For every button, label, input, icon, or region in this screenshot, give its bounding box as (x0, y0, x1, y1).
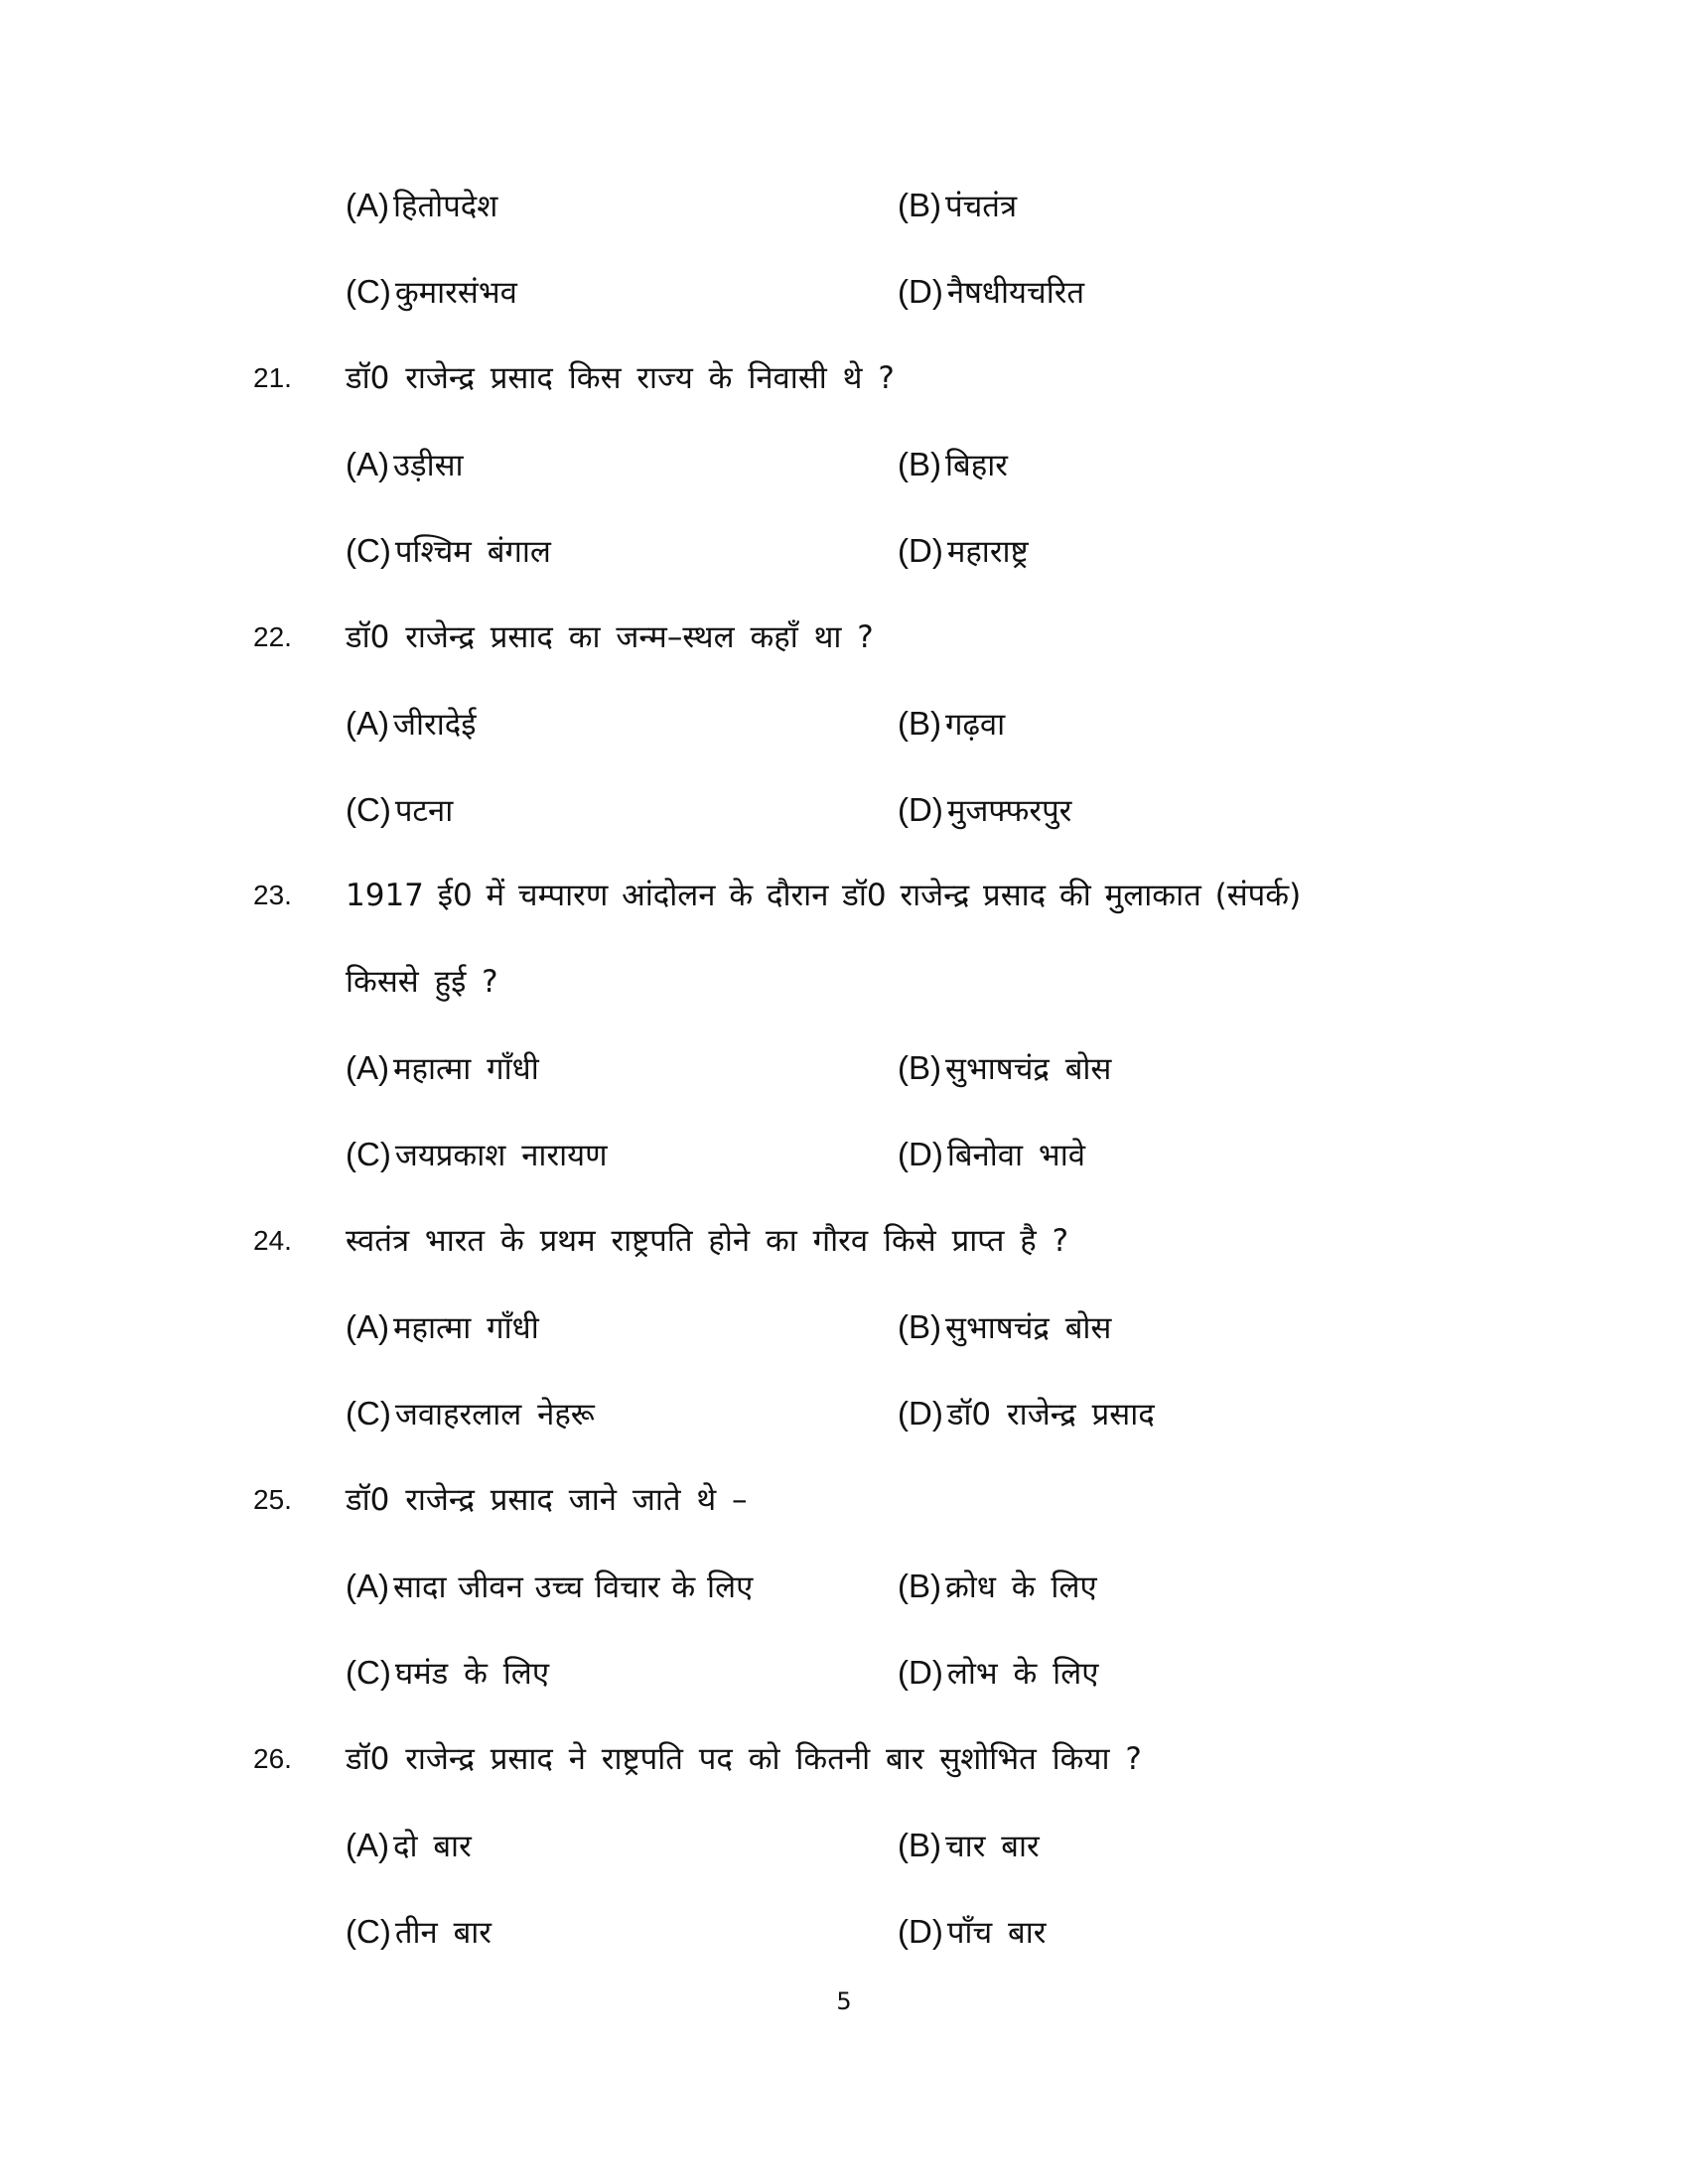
q25-options-ab (0, 1557, 1688, 1616)
q21-options-cd (0, 521, 1688, 581)
question-number: 24. (253, 1225, 292, 1256)
question-24 (0, 1211, 1688, 1271)
question-number: 21. (253, 362, 292, 393)
question-number: 22. (253, 621, 292, 652)
option-a: (A) सादा जीवन उच्च विचार के लिए (346, 1568, 754, 1605)
option-a: (A) महात्मा गाँधी (346, 1049, 539, 1087)
question-21 (0, 348, 1688, 408)
option-a: (A) जीरादेई (346, 705, 477, 743)
q24-options-ab (0, 1297, 1688, 1357)
question-text: स्वतंत्र भारत के प्रथम राष्ट्रपति होने का गौरव किसे प्राप्त है ? (346, 1223, 1069, 1259)
option-c: (C) जयप्रकाश नारायण (346, 1136, 608, 1173)
option-b: (B) गढ़वा (898, 705, 1006, 743)
option-a: (A) हितोपदेश (346, 187, 498, 224)
option-a: (A) दो बार (346, 1827, 472, 1864)
question-text: डॉ0 राजेन्द्र प्रसाद ने राष्ट्रपति पद को कितनी बार सुशोभित किया ? (346, 1741, 1142, 1777)
option-d: (D) लोभ के लिए (898, 1654, 1099, 1692)
option-d: (D) बिनोवा भावे (898, 1136, 1085, 1173)
q22-options-cd (0, 780, 1688, 840)
option-c: (C) कुमारसंभव (346, 273, 517, 311)
q26-options-cd (0, 1902, 1688, 1962)
option-b: (B) बिहार (898, 446, 1008, 483)
option-b: (B) सुभाषचंद्र बोस (898, 1049, 1112, 1087)
option-c: (C) घमंड के लिए (346, 1654, 549, 1692)
option-d: (D) डॉ0 राजेन्द्र प्रसाद (898, 1395, 1155, 1433)
question-number: 26. (253, 1743, 292, 1774)
question-number: 23. (253, 880, 292, 910)
option-b: (B) क्रोध के लिए (898, 1568, 1097, 1605)
q23-options-ab (0, 1038, 1688, 1098)
option-b: (B) चार बार (898, 1827, 1040, 1864)
option-d: (D) मुजफ्फरपुर (898, 791, 1072, 829)
question-text: डॉ0 राजेन्द्र प्रसाद का जन्म–स्थल कहाँ था ? (346, 619, 874, 655)
question-number: 25. (253, 1484, 292, 1515)
q21-options-ab (0, 435, 1688, 494)
option-a: (A) महात्मा गाँधी (346, 1308, 539, 1346)
question-text-continued: किससे हुई ? (346, 964, 498, 1000)
option-d: (D) महाराष्ट्र (898, 532, 1029, 570)
question-22 (0, 608, 1688, 667)
question-25 (0, 1470, 1688, 1530)
q25-options-cd (0, 1643, 1688, 1703)
option-c: (C) तीन बार (346, 1913, 492, 1951)
q26-options-ab (0, 1816, 1688, 1875)
option-d: (D) पाँच बार (898, 1913, 1047, 1951)
option-b: (B) पंचतंत्र (898, 187, 1018, 224)
prev-options-row-cd (0, 262, 1688, 322)
option-a: (A) उड़ीसा (346, 446, 464, 483)
question-text: 1917 ई0 में चम्पारण आंदोलन के दौरान डॉ0 राजेन्द्र प्रसाद की मुलाकात (संपर्क) (346, 878, 1302, 913)
question-text: डॉ0 राजेन्द्र प्रसाद किस राज्य के निवासी थे ? (346, 360, 895, 396)
option-c: (C) जवाहरलाल नेहरू (346, 1395, 595, 1433)
page-number: 5 (836, 1987, 852, 2015)
q24-options-cd (0, 1384, 1688, 1443)
q23-options-cd (0, 1125, 1688, 1184)
question-23 (0, 866, 1688, 925)
option-c: (C) पश्चिम बंगाल (346, 532, 551, 570)
option-c: (C) पटना (346, 791, 454, 829)
question-23-line2 (0, 952, 1688, 1012)
prev-options-row-ab (0, 176, 1688, 235)
question-26 (0, 1729, 1688, 1789)
q22-options-ab (0, 694, 1688, 753)
option-d: (D) नैषधीयचरित (898, 273, 1085, 311)
question-text: डॉ0 राजेन्द्र प्रसाद जाने जाते थे – (346, 1482, 748, 1518)
option-b: (B) सुभाषचंद्र बोस (898, 1308, 1112, 1346)
